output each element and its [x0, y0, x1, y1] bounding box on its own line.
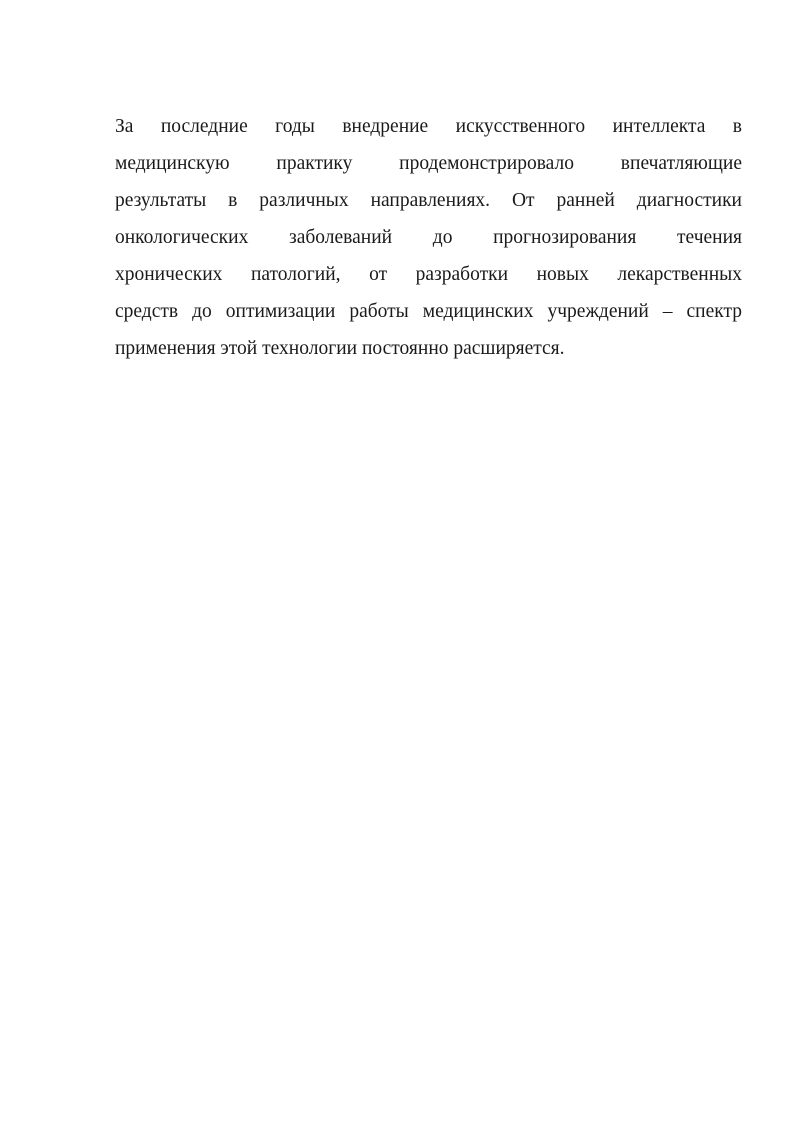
- paragraph-line: онкологических заболеваний до прогнозирования течения: [115, 227, 742, 248]
- paragraph-line: результаты в различных направлениях. От ранней диагностики: [115, 190, 742, 211]
- body-paragraph: [115, 108, 742, 367]
- paragraph-line: медицинскую практику продемонстрировало впечатляющие: [115, 153, 742, 174]
- paragraph-line: применения этой технологии постоянно расширяется.: [115, 338, 565, 359]
- paragraph-line: средств до оптимизации работы медицинских учреждений – спектр: [115, 301, 742, 322]
- paragraph-line: хронических патологий, от разработки новых лекарственных: [115, 264, 742, 285]
- paragraph-line: За последние годы внедрение искусственного интеллекта в: [115, 116, 742, 137]
